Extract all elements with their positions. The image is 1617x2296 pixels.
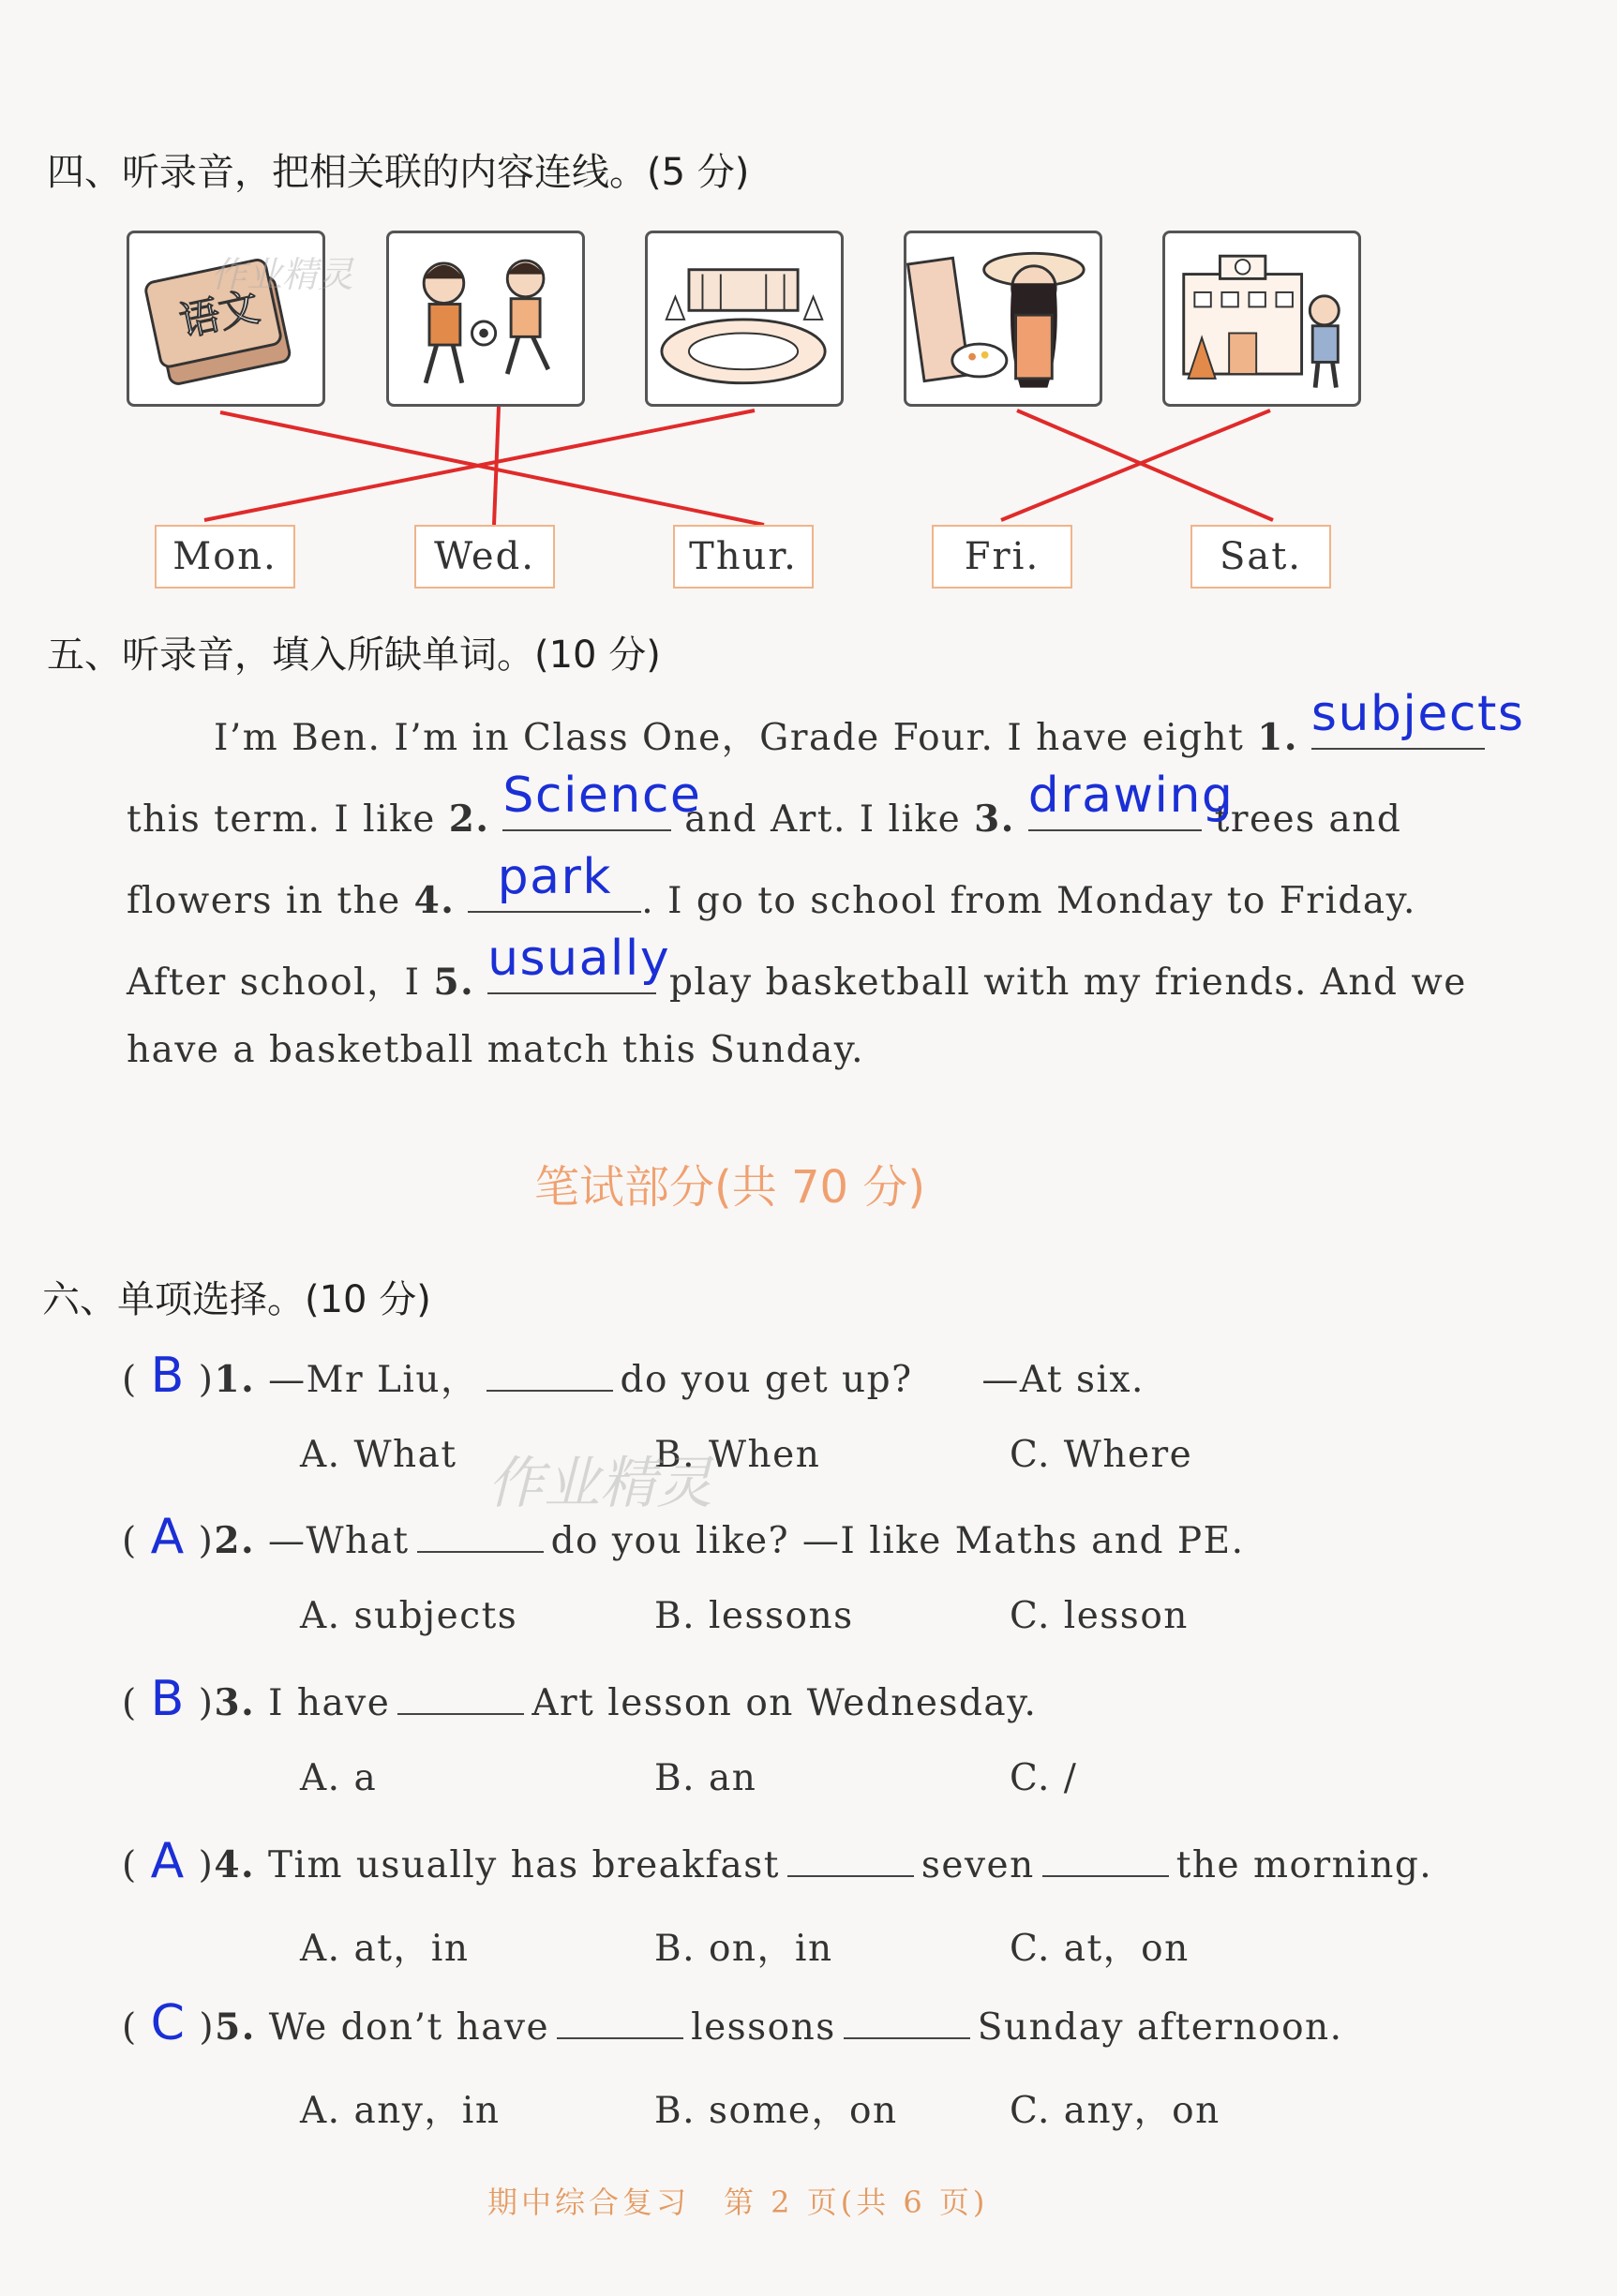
passage-line-3 (127, 849, 1416, 922)
match-line-school-fri (1001, 410, 1270, 520)
q1-option-b[interactable]: B. When (654, 1434, 821, 1476)
q5-option-a[interactable]: A. any，in (300, 2090, 501, 2132)
answer-2: Science (502, 768, 702, 824)
passage-text: After school，I (127, 962, 421, 1004)
q1-option-c[interactable]: C. Where (1010, 1434, 1193, 1476)
question-blank (787, 1841, 914, 1877)
question-number: 4. (214, 1843, 256, 1886)
blank-3[interactable] (1027, 768, 1235, 831)
answer-1: subjects (1310, 686, 1525, 742)
question-text: —Mr Liu， (268, 1359, 479, 1401)
day-box-mon[interactable]: Mon. (155, 525, 295, 589)
passage-line-2 (127, 768, 1402, 841)
day-box-sat[interactable]: Sat. (1190, 525, 1331, 589)
passage-text: trees and (1214, 798, 1402, 841)
q2-option-a[interactable]: A. subjects (300, 1595, 518, 1637)
question-2: ( A )2. —What do you like? —I like Maths and PE. (122, 1509, 1245, 1565)
day-box-fri[interactable]: Fri. (932, 525, 1072, 589)
page-footer: 期中综合复习 第 2 页(共 6 页) (487, 2184, 989, 2220)
question-reply: —At six. (981, 1359, 1145, 1401)
question-text: Tim usually has breakfast (267, 1844, 780, 1886)
question-text: seven (921, 1844, 1035, 1886)
q4-option-c[interactable]: C. at，on (1010, 1928, 1190, 1970)
passage-text: this term. I like (127, 798, 436, 841)
passage-text: and Art. I like (684, 798, 962, 841)
blank-2[interactable] (502, 768, 702, 831)
question-text: lessons (691, 2006, 836, 2049)
passage-line-5: have a basketball match this Sunday. (127, 1029, 865, 1071)
question-1: ( B )1. —Mr Liu， do you get up? —At six. (122, 1348, 1145, 1404)
blank-4[interactable] (468, 849, 641, 913)
question-blank (397, 1679, 524, 1715)
question-blank (487, 1356, 613, 1392)
section6-heading: 六、单项选择。(10 分) (42, 1278, 431, 1321)
question-3: ( B )3. I have Art lesson on Wednesday. (122, 1671, 1038, 1727)
q3-option-b[interactable]: B. an (654, 1757, 757, 1799)
answer-choice-3[interactable]: B (150, 1671, 186, 1727)
question-text: the morning. (1175, 1844, 1433, 1886)
question-text: do you get up? (620, 1359, 913, 1401)
q2-option-c[interactable]: C. lesson (1010, 1595, 1189, 1637)
q1-option-a[interactable]: A. What (300, 1434, 457, 1476)
blank-number: 1. (1257, 716, 1298, 759)
blank-number: 2. (448, 798, 490, 841)
watermark-top: 作业精灵 (211, 254, 354, 295)
blank-1[interactable] (1310, 686, 1525, 750)
question-text: —What (267, 1520, 410, 1562)
day-box-thur[interactable]: Thur. (673, 525, 814, 589)
question-text: Art lesson on Wednesday. (532, 1682, 1038, 1724)
question-blank (1042, 1841, 1169, 1877)
question-number: 3. (214, 1681, 256, 1724)
answer-choice-1[interactable]: B (150, 1348, 186, 1404)
match-line-football-wed (494, 407, 499, 525)
q4-option-b[interactable]: B. on，in (654, 1928, 833, 1970)
passage-text: play basketball with my friends. And we (668, 962, 1467, 1004)
answer-5: usually (487, 931, 671, 987)
question-text: I have (268, 1682, 391, 1724)
question-text: We don’t have (268, 2006, 550, 2049)
q4-option-a[interactable]: A. at，in (300, 1928, 470, 1970)
question-text: Sunday afternoon. (977, 2006, 1343, 2049)
blank-5[interactable] (487, 931, 671, 994)
answer-choice-2[interactable]: A (150, 1509, 186, 1565)
blank-number: 4. (413, 879, 456, 922)
passage-text: flowers in the (127, 880, 401, 922)
answer-4: park (497, 849, 612, 905)
q3-option-a[interactable]: A. a (300, 1757, 378, 1799)
blank-number: 3. (974, 798, 1015, 841)
question-blank (417, 1517, 544, 1553)
question-blank (557, 2004, 683, 2039)
answer-choice-4[interactable]: A (150, 1833, 186, 1889)
section5-heading: 五、听录音，填入所缺单词。(10 分) (47, 634, 661, 677)
q3-option-c[interactable]: C. / (1010, 1757, 1078, 1799)
answer-choice-5[interactable]: C (150, 1995, 187, 2051)
answer-3: drawing (1027, 768, 1235, 824)
passage-line-4 (127, 931, 1467, 1006)
q2-option-b[interactable]: B. lessons (654, 1595, 854, 1637)
blank-number: 5. (433, 961, 475, 1004)
question-4: ( A )4. Tim usually has breakfast seven the morning. (122, 1833, 1433, 1889)
watermark-middle: 作业精灵 (487, 1451, 712, 1516)
question-number: 1. (214, 1358, 256, 1401)
passage-text: . I go to school from Monday to Friday. (641, 880, 1416, 922)
svg-text:语文: 语文 (175, 283, 264, 347)
question-number: 2. (214, 1519, 256, 1562)
passage-text: I’m Ben. I’m in Class One，Grade Four. I have eight (214, 717, 1245, 759)
match-line-book-thur (220, 412, 764, 525)
question-5: ( C )5. We don’t have lessons Sunday afternoon. (122, 1995, 1343, 2051)
written-section-title: 笔试部分(共 70 分) (534, 1161, 926, 1214)
question-text: do you like? —I like Maths and PE. (550, 1520, 1245, 1562)
question-blank (844, 2004, 970, 2039)
question-number: 5. (215, 2005, 256, 2049)
passage-line-1 (214, 686, 1525, 761)
day-box-wed[interactable]: Wed. (414, 525, 555, 589)
section4-heading: 四、听录音，把相关联的内容连线。(5 分) (47, 151, 750, 194)
q5-option-c[interactable]: C. any，on (1010, 2090, 1220, 2132)
q5-option-b[interactable]: B. some，on (654, 2090, 898, 2132)
